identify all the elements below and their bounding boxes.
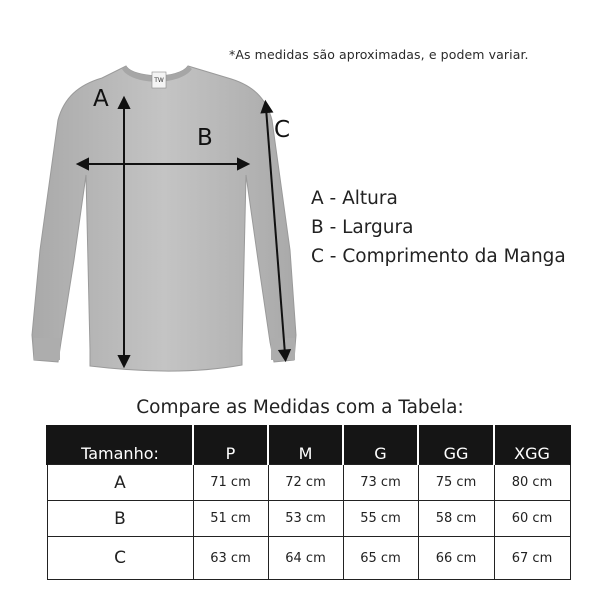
header-size-label: Tamanho:	[47, 425, 193, 465]
shirt-diagram	[28, 60, 308, 380]
header-xgg: XGG	[494, 425, 570, 465]
size-table	[46, 425, 571, 580]
shirt-body	[32, 66, 296, 371]
header-m: M	[268, 425, 343, 465]
measurement-legend	[311, 184, 566, 271]
shirt-cuff-left	[34, 338, 60, 360]
header-gg: GG	[418, 425, 494, 465]
table-cell: 80 cm	[494, 465, 570, 501]
label-c: C	[274, 117, 291, 143]
legend-item-b: B - Largura	[311, 217, 414, 238]
table-cell: 63 cm	[193, 537, 268, 580]
label-b: B	[197, 125, 213, 151]
header-g: G	[343, 425, 418, 465]
table-cell: 65 cm	[343, 537, 418, 580]
legend-item-c: C - Comprimento da Manga	[311, 246, 566, 267]
table-cell: 58 cm	[418, 501, 494, 537]
table-cell: 67 cm	[494, 537, 570, 580]
shirt-illustration	[28, 60, 308, 380]
table-row	[47, 537, 570, 580]
table-cell: 75 cm	[418, 465, 494, 501]
row-label: C	[47, 537, 193, 580]
table-cell: 73 cm	[343, 465, 418, 501]
label-a: A	[93, 86, 109, 112]
row-label: B	[47, 501, 193, 537]
svg-text:TW: TW	[154, 77, 164, 84]
table-cell: 60 cm	[494, 501, 570, 537]
table-cell: 51 cm	[193, 501, 268, 537]
legend-item-a: A - Altura	[311, 188, 398, 209]
table-row	[47, 501, 570, 537]
header-p: P	[193, 425, 268, 465]
table-cell: 64 cm	[268, 537, 343, 580]
table-cell: 53 cm	[268, 501, 343, 537]
table-cell: 66 cm	[418, 537, 494, 580]
table-header-row	[47, 425, 570, 465]
table-row	[47, 465, 570, 501]
disclaimer-note: *As medidas são aproximadas, e podem variar.	[229, 47, 529, 62]
table-cell: 71 cm	[193, 465, 268, 501]
table-cell: 55 cm	[343, 501, 418, 537]
compare-title: Compare as Medidas com a Tabela:	[136, 397, 464, 418]
row-label: A	[47, 465, 193, 501]
table-cell: 72 cm	[268, 465, 343, 501]
